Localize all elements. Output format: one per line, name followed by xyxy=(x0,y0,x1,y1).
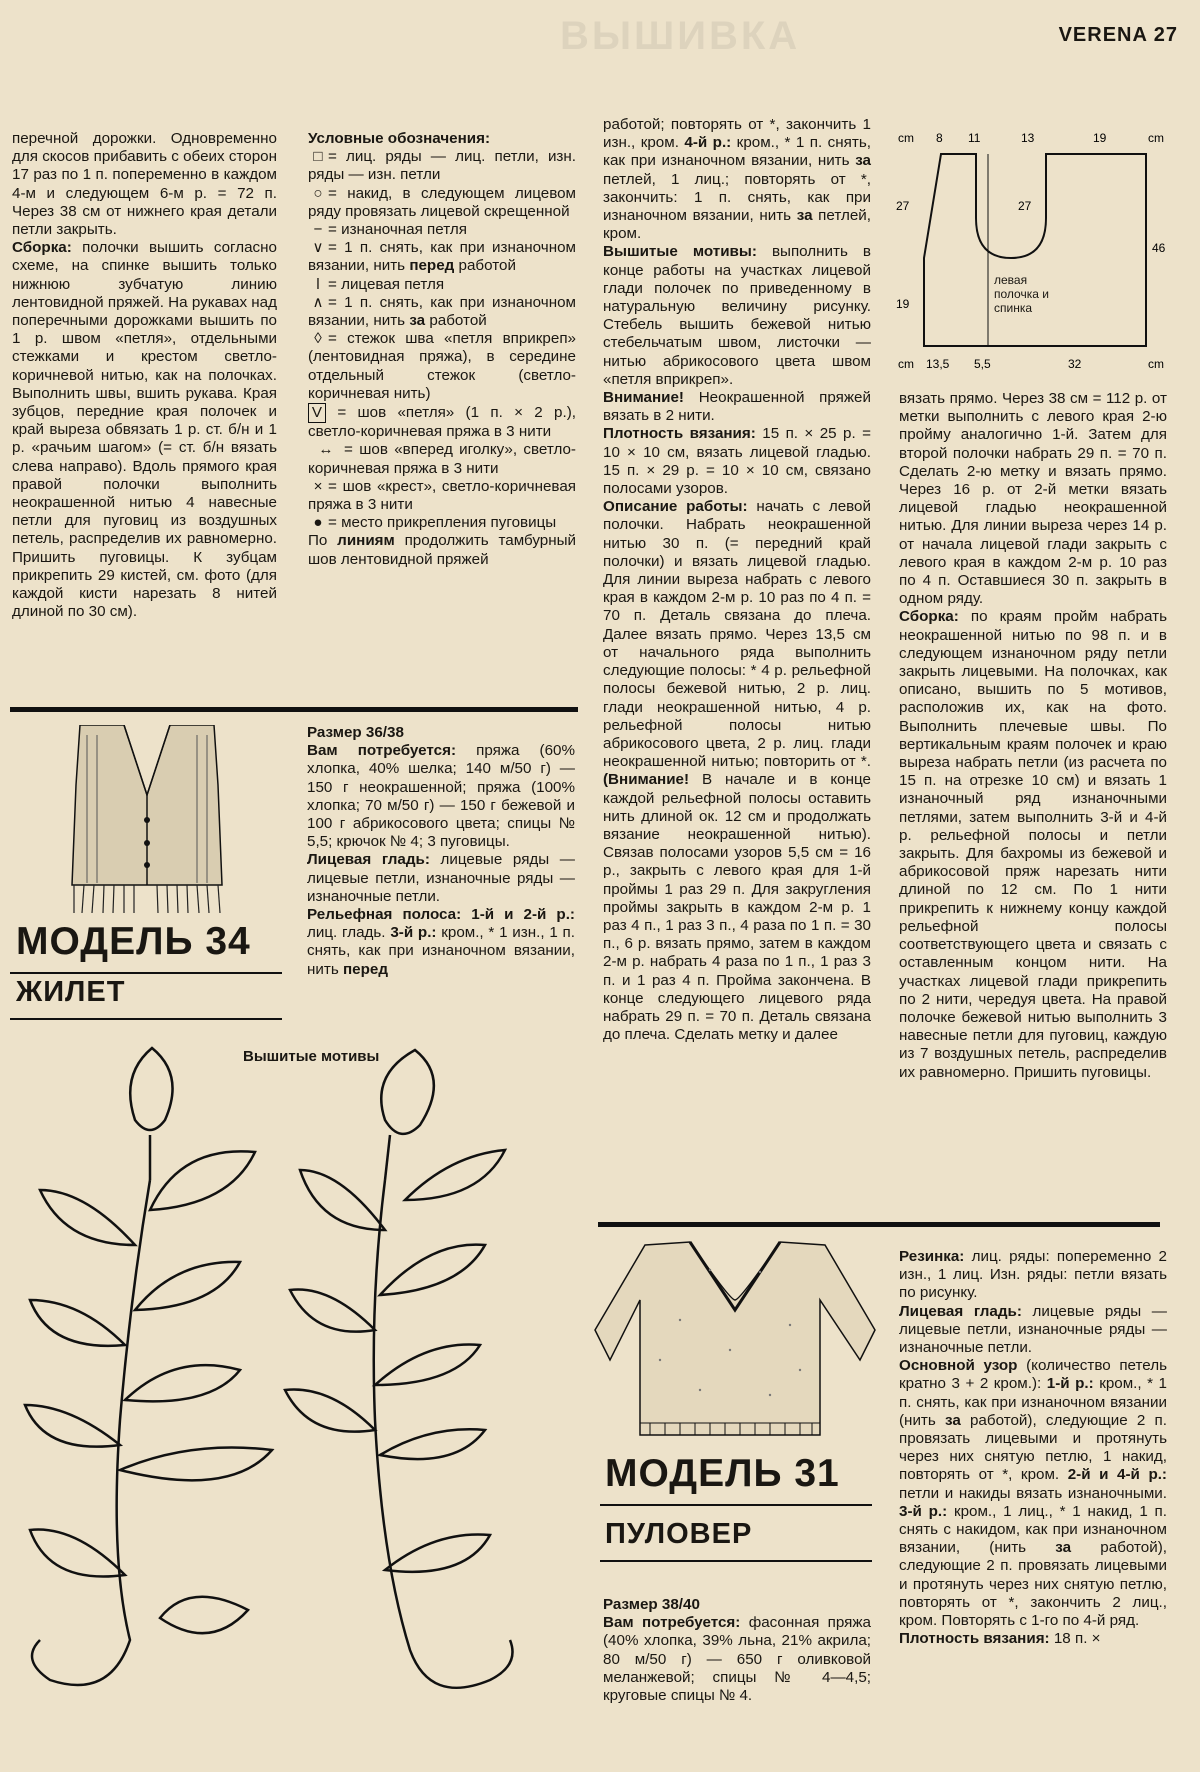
dim-label: cm xyxy=(1148,131,1164,145)
legend-item: □ = лиц. ряды — лиц. петли, изн. ряды — изн. петли xyxy=(308,148,576,184)
text-paragraph: Плотность вязания: 18 п. × xyxy=(899,1630,1101,1648)
text-paragraph: перечной дорожки. Одновременно для скосов прибавить с обеих сторон 17 раз по 1 п. попеременно в каждом 4-м и следующем 6-м р. = 72 п. Через 38 см от нижнего края детали петли закрыть. xyxy=(12,130,277,239)
text-paragraph: вязать прямо. Через 38 см = 112 р. от метки выполнить с левого края 2-ю пройму аналогично 1-й. Затем для второй полочки набрать 29 п. = 70 п. Сделать 2-ю метку и вязать прямо. Через 16 р. от 2-й метки вязать лицевой гладью неокрашенной нитью. Для линии выреза через 14 р. от начала лицевой глади закрыть с левого края в каждом 2-м р. 10 раз по 4 п. Оставшиеся 30 п. закрыть в одном ряду. xyxy=(899,390,1167,608)
dim-label: 32 xyxy=(1068,357,1082,371)
dash-icon: − xyxy=(313,221,323,239)
model-31-title: МОДЕЛЬ 31 xyxy=(605,1452,840,1495)
text-paragraph: Описание работы: начать с левой полочки. Набрать неокрашенной нитью 30 п. (= передний край полочки) и вязать лицевой гладью. Для линии выреза набрать с левого края в каждом 2-м р. 10 раз по 4 п. = 70 п. Деталь связана до плеча. Далее вязать прямо. Через 13,5 см от начального ряда выполнить следующие полосы: * 4 р. рельефной полосы бежевой нитью, 2 р. лиц. глади неокрашенной нитью, 4 р. рельефной полосы нитью абрикосового цвета, 2 р. лиц. глади неокрашенной нитью; повторить от *. (Внимание! В начале и в конце каждой рельефной полосы оставить нить длиной ок. 12 см и продолжать вязание неокрашенной нитью). Связав полосами узоров 5,5 см = 16 р., закрыть с левого края для 1-й проймы 1 раз 29 п. Для закругления проймы закрыть в каждом 2-м р. 1 раз 4 п., 1 раз 3 п., 4 раза по 1 п. = 30 п., 6 р. вязать прямо, затем в каждом 2-м р. набрать 4 раза по 1 п., 1 раз 3 п. и 1 раз 4 п. Пройма закончена. В конце следующего лицевого ряда набрать 29 п. = 70 п. Деталь связана до плеча. Сделать метку и далее xyxy=(603,498,871,1044)
dim-label: cm xyxy=(898,131,914,145)
legend-item: V = шов «петля» (1 п. × 2 р.), светло-коричневая пряжа в 3 нити xyxy=(308,404,576,441)
dim-label: 5,5 xyxy=(974,357,991,371)
loop-stitch-icon: V xyxy=(308,403,326,423)
legend-item: ◊ = стежок шва «петля вприкреп» (лентовидная пряжа), в середине отдельный стежок (светло-коричневая нить) xyxy=(308,330,576,402)
divider xyxy=(10,1018,282,1020)
text-paragraph: Плотность вязания: 15 п. × 25 р. = 10 × 10 см, вязать лицевой гладью. 15 п. × 29 р. = 10 × 10 см, связано полосами узоров. xyxy=(603,425,871,498)
cross-icon: × xyxy=(313,477,323,495)
legend-item: × = шов «крест», светло-коричневая пряжа в 3 нити xyxy=(308,477,576,514)
model-31-subtitle: ПУЛОВЕР xyxy=(605,1518,753,1550)
column-1 xyxy=(12,130,277,621)
text-paragraph: Вышитые мотивы: выполнить в конце работы на участках лицевой глади полочек по приведенному в натуральную величину рисунку. Стебель вышить бежевой нитью стебельчатым швом, листочки — нитью абрикосового цвета швом «петля вприкреп». xyxy=(603,243,871,388)
divider xyxy=(598,1222,1160,1227)
model-34-details xyxy=(307,724,575,979)
vest-illustration xyxy=(62,725,232,915)
legend-item: ● = место прикрепления пуговицы xyxy=(308,514,576,532)
legend-title: Условные обозначения: xyxy=(308,130,491,147)
model-31-details xyxy=(603,1596,871,1705)
column-3 xyxy=(603,116,871,1044)
divider xyxy=(10,707,578,712)
legend-item: По линиям продолжить тамбурный шов лентовидной пряжей xyxy=(308,532,576,568)
bar-icon: ǀ xyxy=(316,275,320,293)
dim-label: 13,5 xyxy=(926,357,950,371)
dim-label: 13 xyxy=(1021,131,1035,145)
text-paragraph: Вам потребуется: пряжа (60% хлопка, 40% шелка; 140 м/50 г) — 150 г неокрашенной; пряжа (100% хлопка; 70 м/50 г) — 150 г бежевой и 100 г абрикосового цвета; спицы № 5,5; крючок № 4; 3 пуговицы. xyxy=(307,742,575,851)
legend-block xyxy=(308,130,576,569)
text-paragraph: Лицевая гладь: лицевые ряды — лицевые петли, изнаночные ряды — изнаночные петли. xyxy=(899,1302,1167,1357)
text-paragraph: Вам потребуется: фасонная пряжа (40% хлопка, 39% льна, 21% акрила; 80 м/50 г) — 650 г оливковой меланжевой; спицы № 4—4,5; круговые спицы № 4. xyxy=(603,1614,871,1705)
legend-item: ↔ = шов «вперед иголку», светло-коричневая пряжа в 3 нити xyxy=(308,441,576,477)
model-34-title: МОДЕЛЬ 34 xyxy=(16,920,251,963)
dim-label: cm xyxy=(898,357,914,371)
embroidery-motifs xyxy=(10,1040,590,1720)
text-paragraph: Сборка: по краям пройм набрать неокрашенной нитью по 98 п. и в следующем изнаночном ряду петли закрыть лицевыми. На полочках, как описано, вышить по 5 мотивов, расположив их, как на фото. Выполнить плечевые швы. По вертикальным краям полочек и краю выреза набрать петли (из расчета по 15 п. на отрезке 10 см) и вязать 1 изнаночный ряд изнаночными петлями, затем выполнить 3-й и 4-й р. рельефной полосы и петли закрыть. Для бахромы из бежевой и абрикосовой пряж нарезать нити длиной по 12 см. По 1 нити прикрепить к нижнему концу каждой рельефной полосы соответствующего цвета и связать с оставленным концом нити. На участках лицевой глади прикрепить по 2 нити, чередуя цвета. На правой полочке бежевой нитью выполнить 3 навесные петли для пуговиц, каждую из 7 воздушных петель, распределив их равномерно. Пришить пуговицы. xyxy=(899,608,1167,1081)
legend-item: ○ = накид, в следующем лицевом ряду провязать лицевой скрещенной xyxy=(308,184,576,220)
page-header: VERENA 27 xyxy=(1058,24,1178,46)
text-paragraph: Резинка: лиц. ряды: попеременно 2 изн., 1 лиц. Изн. ряды: петли вязать по рисунку. xyxy=(899,1248,1167,1302)
legend-item: ∧ = 1 п. снять, как при изнаночном вязании, нить за работой xyxy=(308,293,576,330)
text-paragraph: Рельефная полоса: 1-й и 2-й р.: лиц. гладь. 3-й р.: кром., * 1 изн., 1 п. снять, как при изнаночном вязании, нить перед xyxy=(307,906,575,978)
legend-item: ∨ = 1 п. снять, как при изнаночном вязании, нить перед работой xyxy=(308,239,576,275)
sweater-illustration xyxy=(590,1240,880,1450)
circle-icon: ○ xyxy=(313,184,323,202)
dim-label: 8 xyxy=(936,131,943,145)
text-paragraph: Основной узор (количество петель кратно 3 + 2 кром.): 1-й р.: кром., * 1 п. снять, как при изнаночном вязании (нить за работой), следующие 2 п. провязать лицевыми и протянуть через них снятую петлю, 1 накид, повторять от *, кром. 2-й и 4-й р.: петли и накиды вязать изнаночными. 3-й р.: кром., 1 лиц., * 1 накид, 1 п. снять с накидом, как при изнаночном вязании, (нить за работой), следующие 2 п. провязать лицевыми и протянуть через них снятую петлю, повторять от *, закончить 2 лиц., кром. Повторять с 1-го по 4-й ряд. xyxy=(899,1357,1167,1630)
size-heading: Размер 38/40 xyxy=(603,1596,700,1613)
dim-label: 27 xyxy=(1018,199,1032,213)
diamond-icon: ◊ xyxy=(314,330,322,348)
caret-icon: ∧ xyxy=(312,293,324,311)
text-paragraph: работой; повторять от *, закончить 1 изн., кром. 4-й р.: кром., * 1 п. снять, как при изнаночном вязании, нить за петлей, 1 лиц.; повторять от *, закончить: 1 п. снять, как при изнаночном вязании, нить за петлей, кром. xyxy=(603,116,871,243)
divider xyxy=(600,1560,872,1562)
diagram-label: левая полочка и спинка xyxy=(994,273,1049,315)
v-icon: ∨ xyxy=(312,239,324,257)
size-heading: Размер 36/38 xyxy=(307,724,404,741)
ghost-heading: ВЫШИВКА xyxy=(560,14,801,58)
dim-label: cm xyxy=(1148,357,1164,371)
dim-label: 11 xyxy=(968,131,981,145)
model-34-subtitle: ЖИЛЕТ xyxy=(16,976,126,1008)
text-paragraph: Лицевая гладь: лицевые ряды — лицевые петли, изнаночные ряды — изнаночные петли. xyxy=(307,851,575,905)
model-31-pattern xyxy=(899,1248,1167,1648)
legend-item: − = изнаночная петля xyxy=(308,221,576,239)
motifs-caption: Вышитые мотивы xyxy=(243,1048,380,1065)
dot-icon: ● xyxy=(313,514,323,532)
dim-label: 19 xyxy=(1093,131,1107,145)
dim-label: 46 xyxy=(1152,241,1166,255)
text-paragraph: Внимание! Неокрашенной пряжей вязать в 2 нити. xyxy=(603,389,871,425)
pattern-diagram xyxy=(896,128,1172,378)
column-4 xyxy=(899,390,1167,1082)
text-paragraph: Сборка: полочки вышить согласно схеме, на спинке вышить только нижнюю зубчатую линию лентовидной пряжей. На рукавах над поперечными дорожками вышить по 1 р. швом «петля», отдельными стежками и крестом светло-коричневой нитью, как на полочках. Выполнить швы, вшить рукава. Края зубцов, передние края полочек и край выреза обвязать 1 р. ст. б/н и 1 р. «рачьим шагом» (= ст. б/н вязать слева направо). Вдоль прямого края правой полочки выполнить неокрашенной нитью 4 навесные петли для пуговиц из воздушных петель, распределив их равномерно. Пришить пуговицы. К зубцам прикрепить 29 кистей, см. фото (для каждой кисти нарезать 8 нитей длиной по 30 см). xyxy=(12,239,277,621)
legend-item: ǀ = лицевая петля xyxy=(308,276,576,294)
dim-label: 27 xyxy=(896,199,910,213)
double-arrow-icon: ↔ xyxy=(318,441,334,459)
divider xyxy=(10,972,282,974)
square-icon: □ xyxy=(313,148,323,166)
divider xyxy=(600,1504,872,1506)
dim-label: 19 xyxy=(896,297,910,311)
